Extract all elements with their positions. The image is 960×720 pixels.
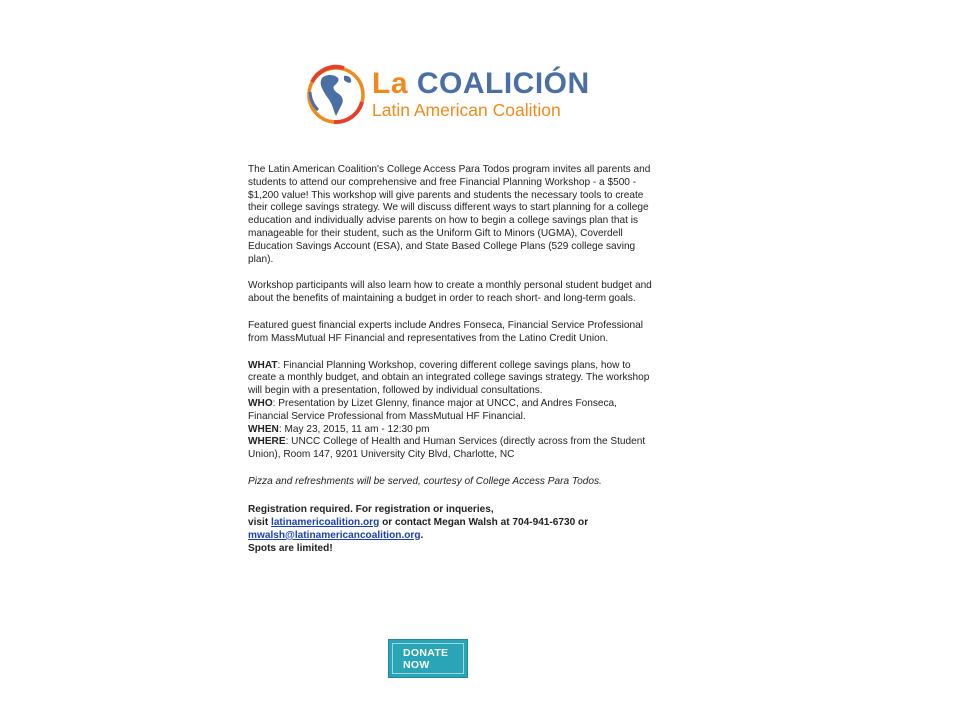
intro-paragraph-3: Featured guest financial experts include Andres Fonseca, Financial Service Professional from MassMutual HF Financial and representatives from the Latino Credit Union. [248, 319, 643, 344]
logo-wordmark [372, 68, 590, 100]
registration-line: Registration required. For registration or inqueries, [248, 503, 494, 515]
what-text: : Financial Planning Workshop, covering different college savings plans, how to create a monthly budget, and obtain an integrated college savings strategy. The workshop will begin with a presentation, followed by individual consultations. [248, 359, 650, 397]
contact-text: or contact Megan Walsh at 704-941-6730 or [379, 516, 589, 528]
refreshments-note: Pizza and refreshments will be served, courtesy of College Access Para Todos. [248, 475, 602, 487]
website-link[interactable]: latinamericoalition.org [271, 516, 380, 528]
registration-info [248, 503, 660, 555]
spots-limited: Spots are limited! [248, 542, 333, 554]
logo-word-la: La [372, 67, 409, 100]
donate-label-line2: NOW [403, 658, 430, 671]
who-text: : Presentation by Lizet Glenny, finance major at UNCC, and Andres Fonseca, Financial Service Professional from MassMutual HF Financial. [248, 397, 617, 422]
registration-period: . [420, 529, 424, 541]
where-text: : UNCC College of Health and Human Services (directly across from the Student Union), Room 147, 9201 University City Blvd, Charlotte, NC [248, 436, 646, 461]
logo-word-coalicion: COALICIÓN [416, 67, 590, 100]
donate-now-button[interactable] [388, 639, 468, 678]
who-label: WHO [248, 397, 273, 409]
email-link[interactable]: mwalsh@latinamericancoalition.org [248, 529, 421, 541]
visit-text: visit [248, 516, 272, 528]
event-details [248, 360, 660, 462]
intro-paragraph-1: The Latin American Coalition's College Access Para Todos program invites all parents and students to attend our comprehensive and free Financial Planning Workshop - a $500 - $1,200 value! This workshop will give parents and students the necessary tools to create their college savings strategy. We will discuss different ways to start planning for a college education and individually advise parents on how to begin a college savings plan that is manageable for their student, such as the Uniform Gift to Minors (UGMA), Coverdell Education Savings Account (ESA), and State Based College Plans (529 college saving plan). [248, 164, 651, 265]
logo-subtitle: Latin American Coalition [372, 100, 561, 120]
what-label: WHAT [248, 359, 278, 371]
donate-label-line1: DONATE [403, 646, 449, 659]
globe-americas-icon [304, 62, 368, 128]
when-text: : May 23, 2015, 11 am - 12:30 pm [278, 423, 430, 435]
coalition-logo [304, 62, 590, 130]
intro-paragraph-2: Workshop participants will also learn how to create a monthly personal student budget and about the benefits of maintaining a budget in order to reach short- and long-term goals. [248, 280, 652, 305]
article-body [248, 164, 660, 569]
where-label: WHERE [248, 436, 286, 448]
when-label: WHEN [248, 423, 279, 435]
